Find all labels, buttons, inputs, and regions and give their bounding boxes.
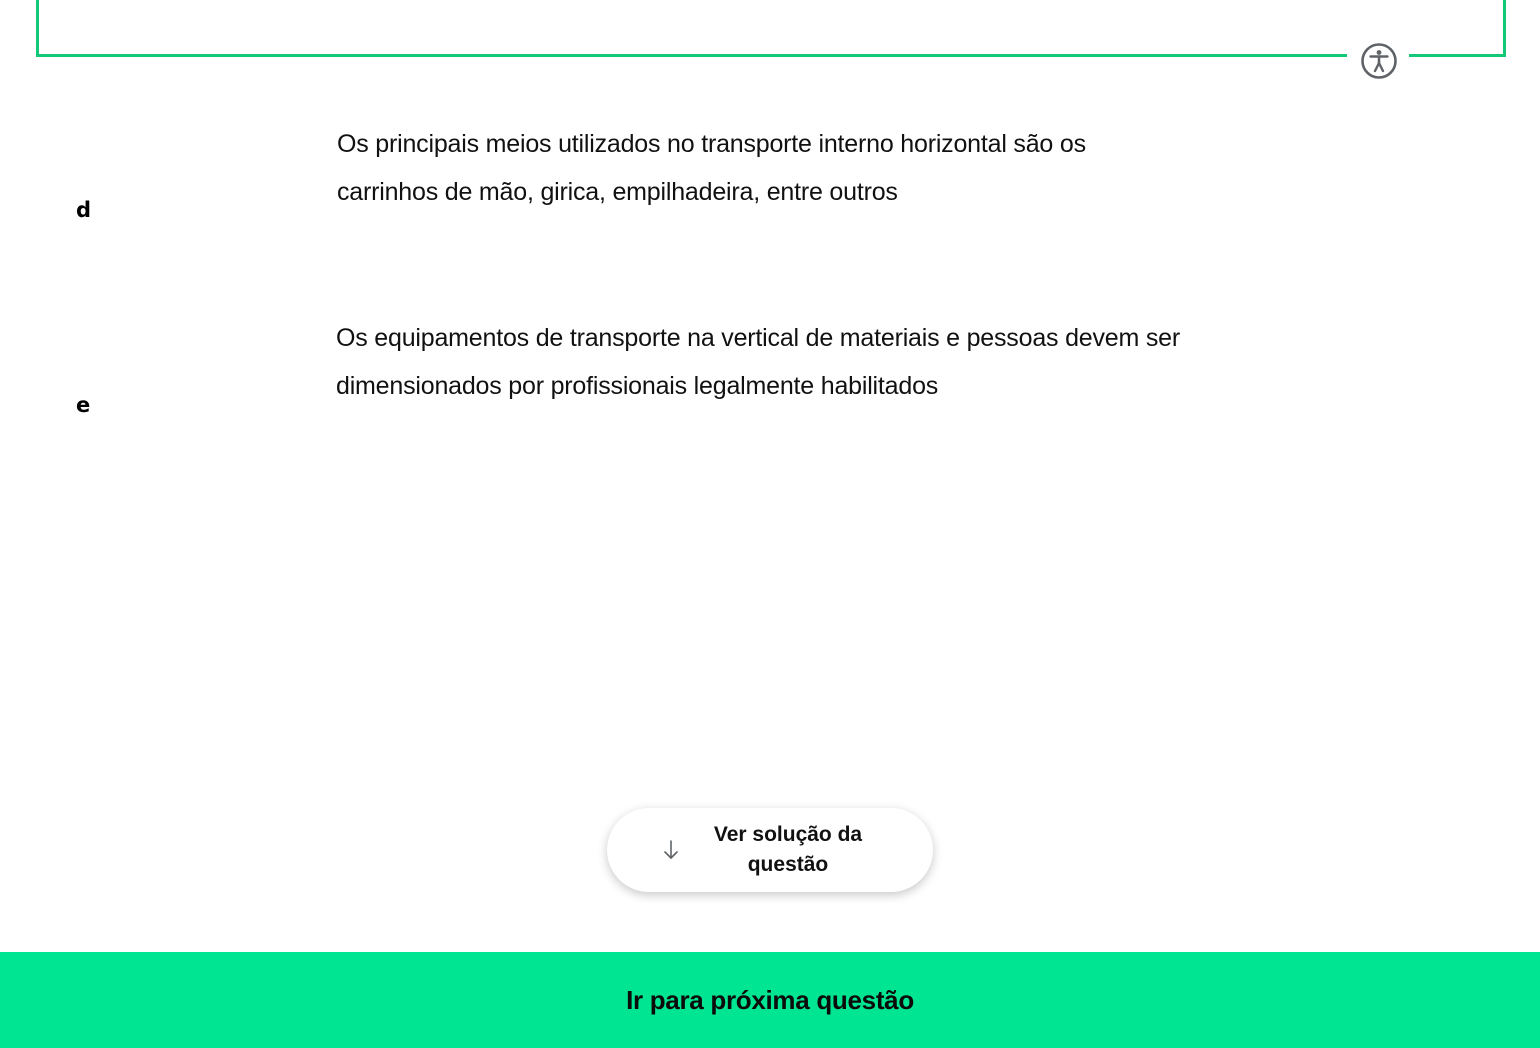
view-solution-label-line-2: questão xyxy=(747,853,829,876)
option-d-line-2: carrinhos de mão, girica, empilhadeira, entre outros xyxy=(337,178,898,206)
option-e-line-1: Os equipamentos de transporte na vertical de materiais e pessoas devem ser xyxy=(336,324,1180,352)
accessibility-person-icon xyxy=(1359,41,1399,81)
option-letter-e[interactable]: e xyxy=(76,393,91,417)
arrow-down-icon xyxy=(663,840,679,860)
view-solution-label xyxy=(703,820,873,880)
option-e-line-2: dimensionados por profissionais legalmente habilitados xyxy=(336,372,939,400)
option-d-line-1: Os principais meios utilizados no transporte interno horizontal são os xyxy=(337,130,1086,158)
option-text-d[interactable] xyxy=(337,120,1086,216)
question-frame xyxy=(36,0,1506,57)
option-text-e[interactable] xyxy=(336,314,1180,410)
option-letter-d[interactable]: d xyxy=(76,198,92,222)
accessibility-button[interactable] xyxy=(1359,41,1399,81)
next-question-label: Ir para próxima questão xyxy=(626,984,914,1015)
next-question-button[interactable] xyxy=(0,952,1540,1048)
view-solution-label-line-1: Ver solução da xyxy=(713,823,863,846)
view-solution-button[interactable] xyxy=(607,808,933,892)
